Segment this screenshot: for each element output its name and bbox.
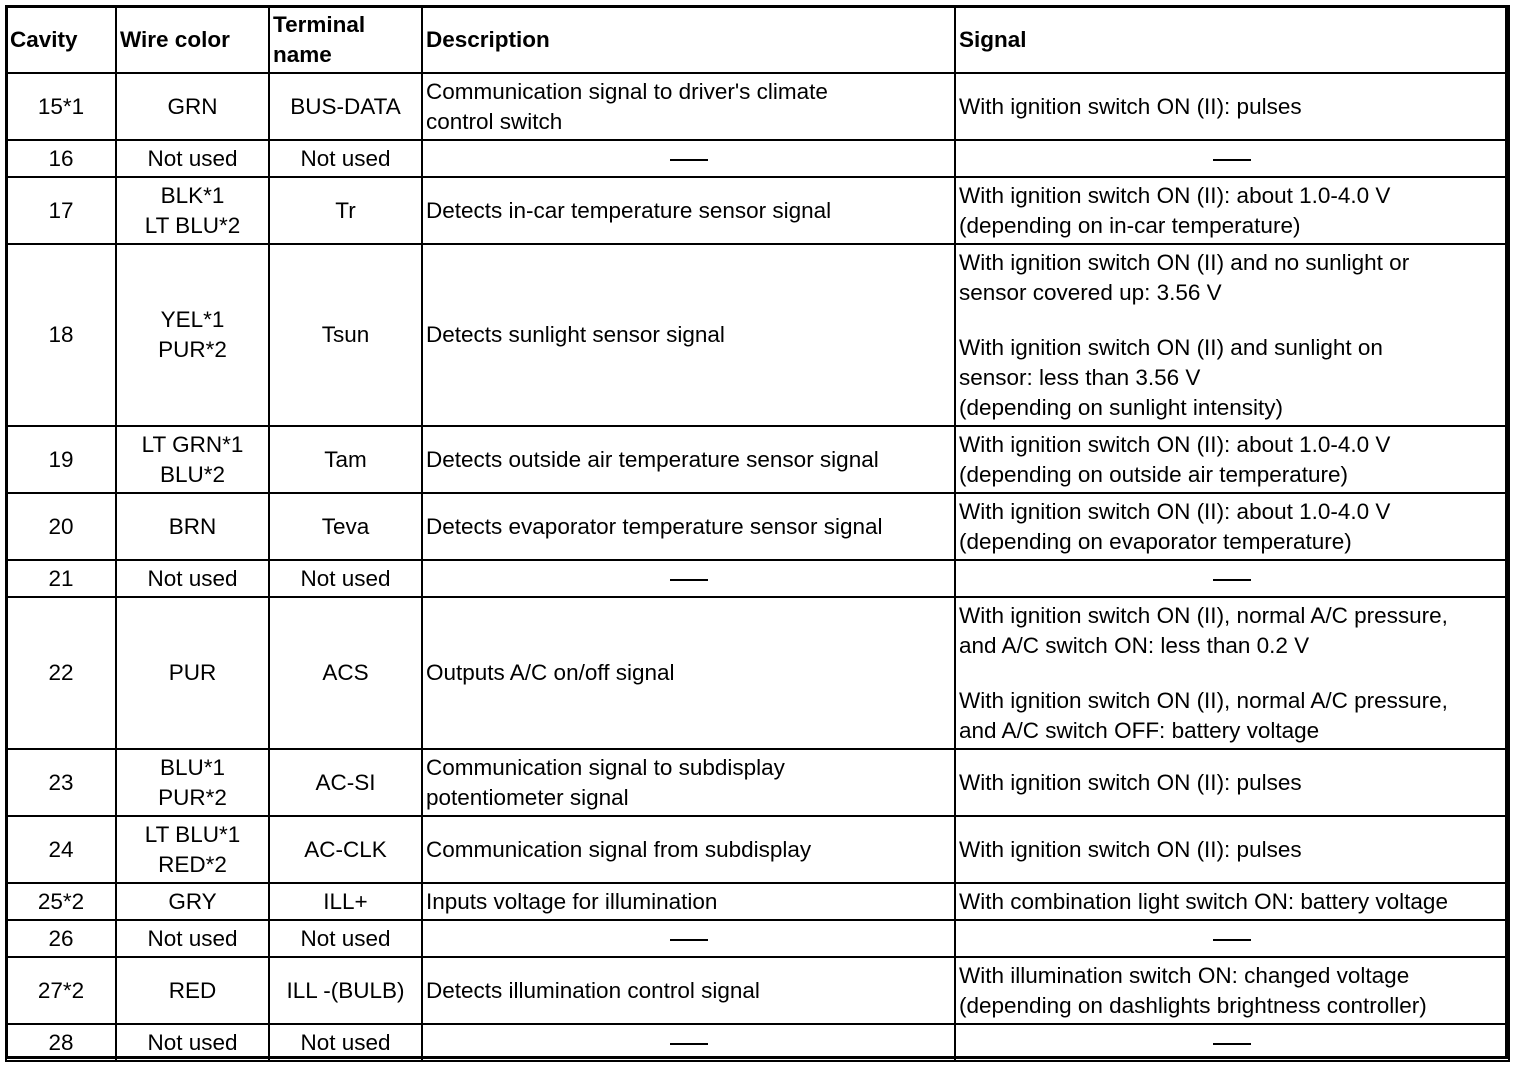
wire-color-line: BLK*1 (160, 182, 225, 208)
signal-line: With ignition switch ON (II): about 1.0-4.0 V (959, 431, 1391, 457)
terminal-name-cell: Teva (269, 493, 422, 560)
signal-line: With ignition switch ON (II): pulses (959, 93, 1302, 119)
terminal-name-cell: Tsun (269, 244, 422, 426)
cavity-cell: 27*2 (6, 957, 116, 1024)
signal-line: With ignition switch ON (II) and no sunlight or (959, 249, 1410, 275)
description-line: Detects in-car temperature sensor signal (426, 197, 832, 223)
cavity-cell: 15*1 (6, 73, 116, 140)
description-line: Detects evaporator temperature sensor signal (426, 513, 883, 539)
terminal-name-cell: ILL+ (269, 883, 422, 920)
cavity-cell: 26 (6, 920, 116, 957)
description-line: Communication signal to subdisplay (426, 754, 785, 780)
terminal-name-cell: AC-SI (269, 749, 422, 816)
wire-color-line: Not used (147, 1029, 238, 1055)
terminal-name-cell: Not used (269, 920, 422, 957)
wire-color-line: LT BLU*1 (144, 821, 241, 847)
signal-line: (depending on evaporator temperature) (959, 528, 1352, 554)
terminal-name-cell: ILL -(BULB) (269, 957, 422, 1024)
wire-color-line: YEL*1 (160, 307, 225, 332)
signal-line: (depending on in-car temperature) (959, 212, 1301, 238)
wire-color-line: BRN (168, 513, 217, 539)
description-line: Communication signal from subdisplay (426, 836, 812, 862)
signal-line: With ignition switch ON (II), normal A/C pressure, (959, 602, 1448, 628)
signal-line: With ignition switch ON (II): about 1.0-4.0 V (959, 498, 1391, 524)
description-line: Inputs voltage for illumination (426, 888, 718, 914)
terminal-name-cell: Tam (269, 426, 422, 493)
signal-line: With combination light switch ON: battery voltage (959, 888, 1448, 914)
header-terminal-line: Terminal (273, 11, 366, 37)
signal-line: (depending on sunlight intensity) (959, 394, 1283, 420)
terminal-name-cell: BUS-DATA (269, 73, 422, 140)
description-line: Detects sunlight sensor signal (426, 322, 725, 347)
wire-color-line: Not used (147, 145, 238, 171)
table-outer-border (5, 5, 1508, 1059)
wire-color-line: RED*2 (158, 851, 227, 877)
wire-color-line: PUR (168, 660, 217, 685)
terminal-name-cell: Not used (269, 140, 422, 177)
signal-line: With ignition switch ON (II): about 1.0-4.0 V (959, 182, 1391, 208)
cavity-cell: 20 (6, 493, 116, 560)
header-signal: Signal (955, 6, 1509, 73)
cavity-cell: 19 (6, 426, 116, 493)
wire-color-line: LT BLU*2 (144, 212, 241, 238)
wire-color-line: PUR*2 (158, 337, 227, 362)
wire-color-line: BLU*1 (159, 754, 226, 780)
terminal-name-cell: Not used (269, 560, 422, 597)
cavity-cell: 18 (6, 244, 116, 426)
cavity-cell: 16 (6, 140, 116, 177)
cavity-cell: 22 (6, 597, 116, 749)
cavity-cell: 17 (6, 177, 116, 244)
terminal-name-cell: Tr (269, 177, 422, 244)
wire-color-line: PUR*2 (158, 784, 227, 810)
wire-color-line: LT GRN*1 (141, 431, 244, 457)
terminal-name-cell: ACS (269, 597, 422, 749)
header-terminal-line: name (273, 41, 332, 67)
header-cavity: Cavity (6, 6, 116, 73)
description-line: potentiometer signal (426, 784, 629, 810)
wire-color-line: GRN (167, 93, 218, 119)
cavity-cell: 25*2 (6, 883, 116, 920)
header-wire-color: Wire color (116, 6, 269, 73)
description-line: Detects illumination control signal (426, 977, 760, 1003)
wire-color-line: GRY (168, 888, 217, 914)
cavity-cell: 23 (6, 749, 116, 816)
wire-color-line: RED (168, 977, 217, 1003)
signal-line: sensor: less than 3.56 V (959, 364, 1201, 390)
description-line: Outputs A/C on/off signal (426, 660, 675, 685)
signal-line: (depending on dashlights brightness controller) (959, 992, 1427, 1018)
description-line: control switch (426, 108, 563, 134)
signal-line: With illumination switch ON: changed voltage (959, 962, 1410, 988)
cavity-cell: 28 (6, 1024, 116, 1061)
wire-color-line: Not used (147, 925, 238, 951)
signal-line: and A/C switch OFF: battery voltage (959, 717, 1320, 743)
signal-line: (depending on outside air temperature) (959, 461, 1348, 487)
cavity-cell: 24 (6, 816, 116, 883)
signal-line: and A/C switch ON: less than 0.2 V (959, 632, 1310, 658)
description-line: Detects outside air temperature sensor signal (426, 446, 879, 472)
cavity-cell: 21 (6, 560, 116, 597)
description-line: Communication signal to driver's climate (426, 78, 828, 104)
signal-line: With ignition switch ON (II) and sunlight on (959, 334, 1383, 360)
signal-line: With ignition switch ON (II), normal A/C pressure, (959, 687, 1448, 713)
terminal-name-cell: Not used (269, 1024, 422, 1061)
wire-color-line: Not used (147, 565, 238, 591)
header-description: Description (422, 6, 955, 73)
signal-line: sensor covered up: 3.56 V (959, 279, 1222, 305)
terminal-name-cell: AC-CLK (269, 816, 422, 883)
wire-color-line: BLU*2 (159, 461, 226, 487)
signal-line: With ignition switch ON (II): pulses (959, 836, 1302, 862)
signal-line: With ignition switch ON (II): pulses (959, 769, 1302, 795)
